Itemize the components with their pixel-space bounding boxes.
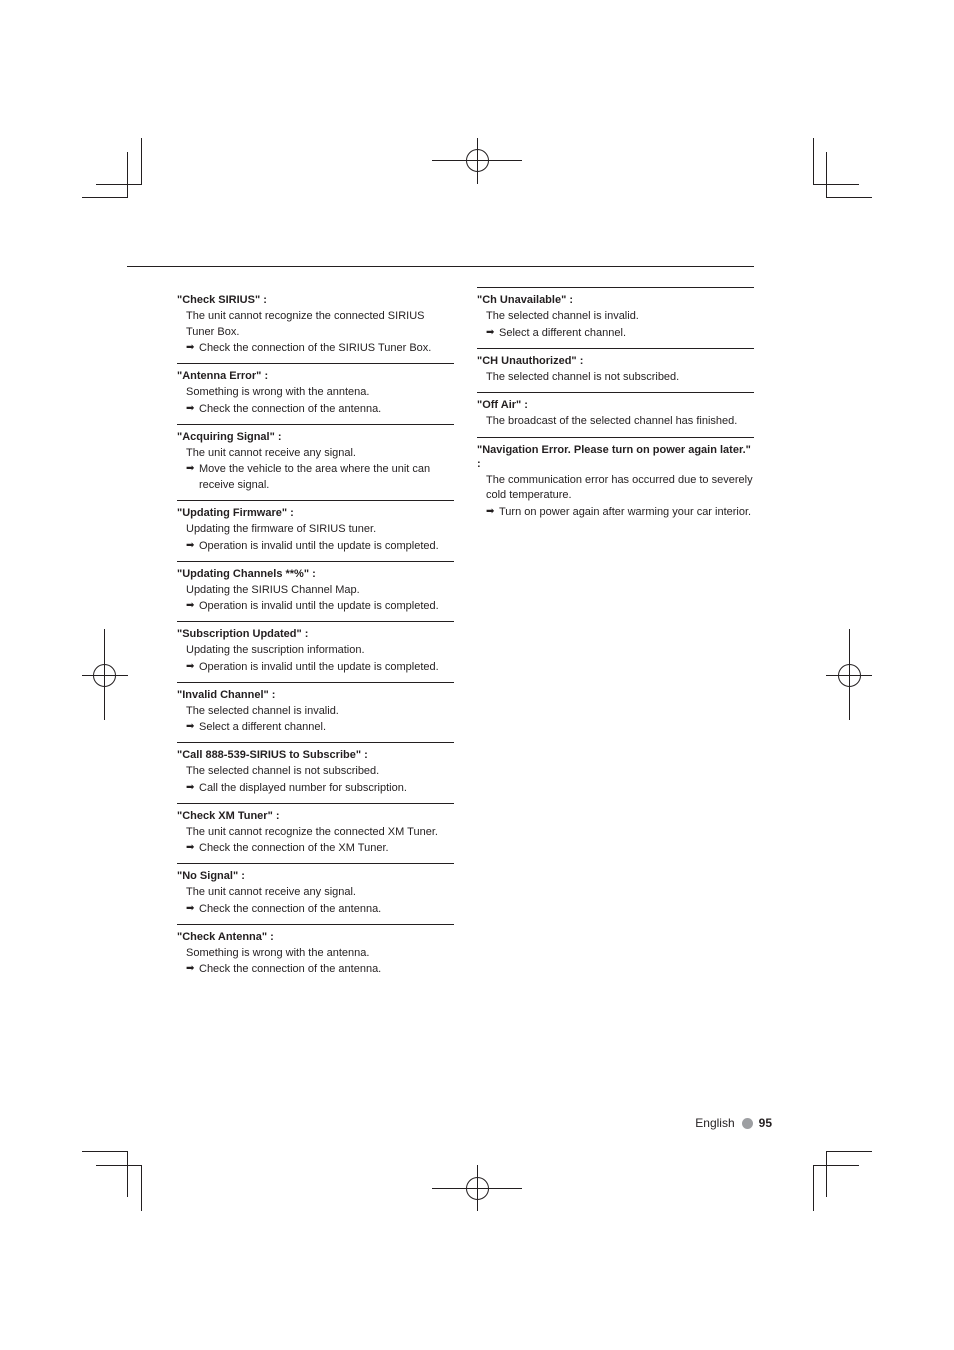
error-remedy bbox=[177, 659, 454, 675]
error-title: "Ch Unavailable" : bbox=[477, 294, 574, 306]
error-title: "Navigation Error. Please turn on power again later." : bbox=[477, 443, 751, 470]
error-entry bbox=[477, 438, 754, 527]
error-entry bbox=[177, 562, 454, 623]
error-entry bbox=[477, 287, 754, 349]
remedy-text: Check the connection of the antenna. bbox=[199, 963, 382, 975]
error-remedy bbox=[477, 325, 754, 341]
error-title: "Call 888-539-SIRIUS to Subscribe" : bbox=[177, 749, 368, 761]
page-number: 95 bbox=[758, 1116, 772, 1130]
arrow-right-icon: ➡ bbox=[186, 963, 195, 974]
footer-language: English bbox=[695, 1116, 735, 1130]
error-remedy bbox=[177, 780, 454, 796]
arrow-right-icon: ➡ bbox=[186, 600, 195, 611]
error-description: Updating the suscription information. bbox=[186, 644, 365, 656]
error-title: "Invalid Channel" : bbox=[177, 688, 276, 701]
error-title: "Antenna Error" : bbox=[177, 370, 269, 382]
page-footer bbox=[695, 1115, 772, 1131]
error-entry bbox=[177, 425, 454, 502]
remedy-text: Operation is invalid until the update is completed. bbox=[199, 660, 439, 673]
arrow-right-icon: ➡ bbox=[186, 902, 195, 914]
error-remedy bbox=[177, 461, 454, 493]
remedy-text: Select a different channel. bbox=[199, 721, 326, 733]
error-title: "Updating Firmware" : bbox=[177, 507, 294, 519]
error-description: The broadcast of the selected channel has finished. bbox=[486, 415, 738, 427]
error-remedy bbox=[177, 901, 454, 917]
remedy-text: Call the displayed number for subscription. bbox=[199, 781, 407, 794]
footer-dot-icon bbox=[742, 1118, 753, 1129]
remedy-text: Operation is invalid until the update is completed. bbox=[199, 600, 439, 612]
error-description: The unit cannot receive any signal. bbox=[186, 446, 356, 459]
error-remedy bbox=[177, 340, 454, 356]
error-title: "Updating Channels **%" : bbox=[177, 567, 316, 580]
arrow-right-icon: ➡ bbox=[186, 463, 195, 474]
error-entry bbox=[177, 622, 454, 683]
error-description: The unit cannot recognize the connected SIRIUS Tuner Box. bbox=[186, 310, 425, 338]
remedy-text: Check the connection of the antenna. bbox=[199, 402, 382, 415]
arrow-right-icon: ➡ bbox=[186, 342, 195, 353]
remedy-text: Select a different channel. bbox=[499, 326, 626, 339]
remedy-text: Check the connection of the antenna. bbox=[199, 902, 382, 915]
arrow-right-icon: ➡ bbox=[186, 402, 195, 414]
error-description: Updating the SIRIUS Channel Map. bbox=[186, 583, 360, 596]
arrow-right-icon: ➡ bbox=[486, 326, 495, 338]
error-description: The selected channel is not subscribed. bbox=[486, 370, 680, 383]
error-entry bbox=[477, 349, 754, 394]
error-title: "Check Antenna" : bbox=[177, 930, 274, 943]
error-description: The unit cannot receive any signal. bbox=[186, 886, 356, 898]
remedy-text: Check the connection of the XM Tuner. bbox=[199, 842, 389, 854]
arrow-right-icon: ➡ bbox=[186, 539, 195, 551]
error-remedy bbox=[177, 538, 454, 554]
remedy-text: Turn on power again after warming your car interior. bbox=[499, 505, 752, 518]
error-remedy bbox=[177, 719, 454, 735]
error-description: The unit cannot recognize the connected XM Tuner. bbox=[186, 825, 438, 838]
error-description: The selected channel is invalid. bbox=[186, 704, 339, 717]
error-description: The communication error has occurred due to severely cold temperature. bbox=[486, 473, 753, 501]
error-title: "Off Air" : bbox=[477, 399, 528, 411]
arrow-right-icon: ➡ bbox=[486, 505, 495, 517]
error-title: "Subscription Updated" : bbox=[177, 628, 309, 640]
error-description: The selected channel is not subscribed. bbox=[186, 765, 380, 777]
error-entry bbox=[177, 743, 454, 804]
error-title: "Check SIRIUS" : bbox=[177, 294, 267, 306]
error-remedy bbox=[177, 840, 454, 856]
arrow-right-icon: ➡ bbox=[186, 660, 195, 672]
error-entry bbox=[177, 288, 454, 364]
error-remedy bbox=[177, 598, 454, 614]
error-title: "Acquiring Signal" : bbox=[177, 430, 282, 443]
error-description: Updating the firmware of SIRIUS tuner. bbox=[186, 523, 377, 535]
header-rule bbox=[127, 266, 754, 267]
remedy-text: Move the vehicle to the area where the unit can receive signal. bbox=[199, 463, 431, 491]
error-entry bbox=[177, 501, 454, 562]
error-remedy bbox=[477, 504, 754, 520]
error-title: "CH Unauthorized" : bbox=[477, 354, 584, 367]
error-description: Something is wrong with the anntena. bbox=[186, 386, 370, 398]
remedy-text: Check the connection of the SIRIUS Tuner Box. bbox=[199, 342, 432, 354]
remedy-text: Operation is invalid until the update is completed. bbox=[199, 539, 439, 552]
error-remedy bbox=[177, 961, 454, 977]
error-description: Something is wrong with the antenna. bbox=[186, 946, 370, 959]
error-entry bbox=[477, 393, 754, 438]
error-entry bbox=[177, 364, 454, 425]
error-entry bbox=[177, 804, 454, 865]
arrow-right-icon: ➡ bbox=[186, 721, 195, 732]
error-entry bbox=[177, 864, 454, 925]
error-entry bbox=[177, 925, 454, 985]
error-description: The selected channel is invalid. bbox=[486, 310, 639, 322]
error-title: "Check XM Tuner" : bbox=[177, 809, 280, 822]
error-remedy bbox=[177, 401, 454, 417]
error-title: "No Signal" : bbox=[177, 870, 245, 882]
error-list-left bbox=[177, 288, 454, 984]
arrow-right-icon: ➡ bbox=[186, 781, 195, 793]
error-list-right bbox=[477, 287, 754, 527]
arrow-right-icon: ➡ bbox=[186, 842, 195, 853]
error-entry bbox=[177, 683, 454, 744]
